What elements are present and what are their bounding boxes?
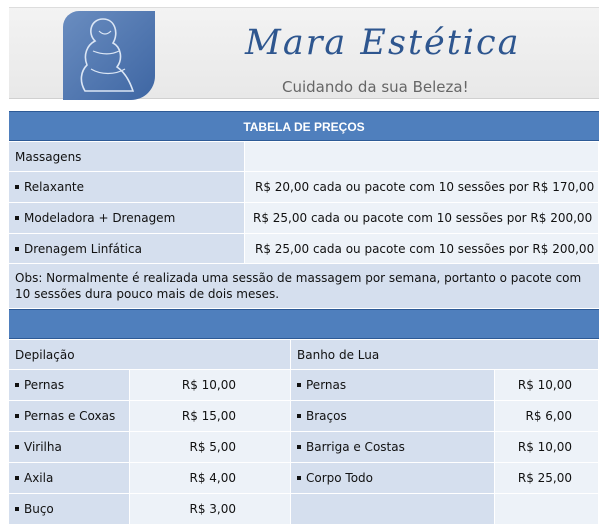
bullet-icon (297, 383, 301, 387)
depilacao-item (9, 401, 130, 432)
massagem-item (9, 234, 245, 264)
bullet-icon (297, 414, 301, 418)
bullet-icon (15, 383, 19, 387)
site-header (9, 7, 599, 99)
banho-price: R$ 6,00 (495, 401, 599, 432)
logo-silhouette-icon (63, 11, 155, 100)
depilacao-price: R$ 15,00 (130, 401, 291, 432)
bullet-icon (15, 414, 19, 418)
bullet-icon (297, 476, 301, 480)
bullet-icon (15, 247, 19, 251)
banho-name: Braços (306, 409, 347, 423)
depilacao-item (9, 494, 130, 525)
massagem-item (9, 203, 245, 234)
massagem-name: Relaxante (24, 180, 85, 194)
depilacao-price: R$ 3,00 (130, 494, 291, 525)
bullet-icon (15, 185, 19, 189)
banho-name: Barriga e Costas (306, 440, 405, 454)
banho-item (291, 432, 495, 463)
depilacao-item (9, 370, 130, 401)
depilacao-name: Pernas e Coxas (24, 409, 116, 423)
bullet-icon (15, 445, 19, 449)
banho-title: Banho de Lua (291, 340, 599, 370)
banho-price: R$ 10,00 (495, 432, 599, 463)
brand-title: Mara Estética (245, 23, 521, 63)
massagem-item (9, 172, 245, 203)
massagens-title-blank (245, 142, 599, 172)
massagens-obs: Obs: Normalmente é realizada uma sessão de massagem por semana, portanto o pacote com 10 sessões dura pouco mais de dois meses. (9, 264, 599, 308)
banho-empty-cell (495, 494, 599, 525)
massagem-price: R$ 25,00 cada ou pacote com 10 sessões por R$ 200,00 (245, 203, 599, 234)
depilacao-price: R$ 5,00 (130, 432, 291, 463)
price-table-header (9, 111, 599, 141)
massagem-price: R$ 25,00 cada ou pacote com 10 sessões por R$ 200,00 (245, 234, 599, 264)
brand-subtitle: Cuidando da sua Beleza! (282, 78, 469, 96)
massagem-price: R$ 20,00 cada ou pacote com 10 sessões por R$ 170,00 (245, 172, 599, 203)
bullet-icon (15, 216, 19, 220)
bullet-icon (297, 445, 301, 449)
depilacao-item (9, 463, 130, 494)
depilacao-name: Pernas (24, 378, 65, 392)
massagens-title: Massagens (9, 142, 245, 172)
depilacao-price: R$ 4,00 (130, 463, 291, 494)
price-table-title: TABELA DE PREÇOS (243, 120, 365, 134)
banho-empty-cell (291, 494, 495, 525)
depilacao-title: Depilação (9, 340, 291, 370)
massagem-name: Modeladora + Drenagem (24, 211, 176, 225)
massagem-name: Drenagem Linfática (24, 241, 142, 256)
banho-price: R$ 25,00 (495, 463, 599, 494)
depilacao-name: Virilha (24, 440, 62, 454)
banho-name: Corpo Todo (306, 471, 374, 485)
section-divider-bar (9, 309, 599, 339)
banho-item (291, 370, 495, 401)
bullet-icon (15, 507, 19, 511)
depilacao-name: Buço (24, 502, 54, 516)
banho-price: R$ 10,00 (495, 370, 599, 401)
banho-item (291, 463, 495, 494)
depilacao-price: R$ 10,00 (130, 370, 291, 401)
banho-name: Pernas (306, 378, 347, 392)
depilacao-item (9, 432, 130, 463)
depilacao-name: Axila (24, 471, 54, 485)
bullet-icon (15, 476, 19, 480)
banho-item (291, 401, 495, 432)
